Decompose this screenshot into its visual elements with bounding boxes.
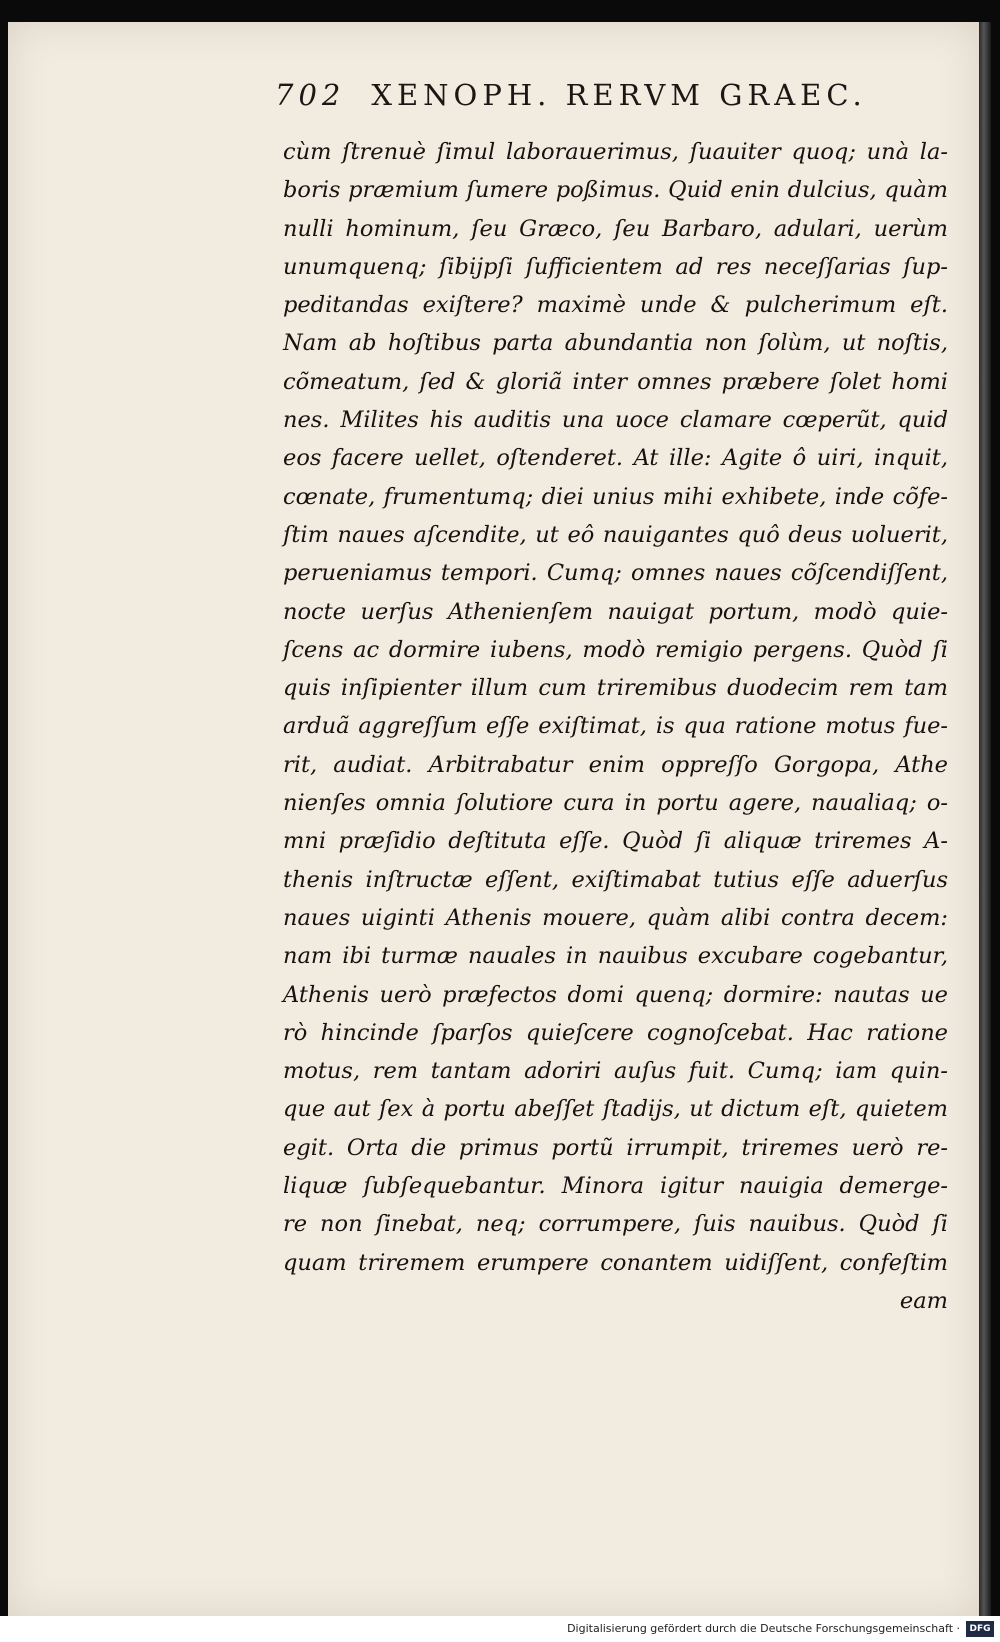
dfg-logo: DFG: [966, 1621, 994, 1637]
text-line: rò hincinde ſparſos quieſcere cognoſcebat. Hac ratione: [283, 1019, 948, 1046]
funding-credit: Digitalisierung gefördert durch die Deutsche Forschungsgemeinschaft ·: [567, 1622, 960, 1635]
text-line: boris præmium ſumere poßimus. Quid enin dulcius, quàm: [283, 177, 948, 204]
text-line: nes. Milites his auditis una uoce clamare cœperũt, quid: [283, 407, 948, 434]
text-line: re non ſinebat, neq; corrumpere, ſuis nauibus. Quòd ſi: [283, 1211, 948, 1238]
text-line: liquæ ſubſequebantur. Minora igitur nauigia demerge-: [283, 1173, 948, 1200]
text-line: arduã aggreſſum eſſe exiſtimat, is qua ratione motus fue-: [283, 713, 948, 740]
text-line: rit, audiat. Arbitrabatur enim oppreſſo Gorgopa, Athe: [283, 751, 948, 778]
page-edge: [979, 22, 991, 1616]
text-line: nam ibi turmæ nauales in nauibus excubare cogebantur,: [283, 943, 948, 970]
text-line: nulli hominum, ſeu Græco, ſeu Barbaro, adulari, uerùm: [283, 215, 948, 242]
text-line: Nam ab hoſtibus parta abundantia non ſolùm, ut noſtis,: [283, 330, 948, 357]
text-line: perueniamus tempori. Cumq; omnes naues cõſcendiſſent,: [283, 560, 948, 587]
text-line: quis inſipienter illum cum triremibus duodecim rem tam: [283, 675, 948, 702]
running-title: XENOPH. RERVM GRAEC.: [371, 78, 867, 112]
text-line: thenis inſtructæ eſſent, exiſtimabat tutius eſſe aduerſus: [283, 866, 948, 893]
page-number: 702: [275, 78, 346, 112]
text-line: mni præſidio deſtituta eſſe. Quòd ſi aliquæ triremes A-: [283, 828, 948, 855]
text-line: unumquenq; ſibijpſi ſufficientem ad res neceſſarias ſup-: [283, 253, 948, 280]
text-line: naues uiginti Athenis mouere, quàm alibi contra decem:: [283, 904, 948, 931]
text-line: nocte uerſus Athenienſem nauigat portum, modò quie-: [283, 598, 948, 625]
text-line: cõmeatum, ſed & gloriã inter omnes præbere ſolet homi: [283, 368, 948, 395]
text-line: peditandas exiſtere? maximè unde & pulcherimum eſt.: [283, 292, 948, 319]
text-line: nienſes omnia ſolutiore cura in portu agere, naualiaq; o-: [283, 790, 948, 817]
text-line: motus, rem tantam adoriri auſus fuit. Cumq; iam quin-: [283, 1058, 948, 1085]
text-line: eos facere uellet, oſtenderet. At ille: Agite ô uiri, inquit,: [283, 445, 948, 472]
text-line: ſcens ac dormire iubens, modò remigio pergens. Quòd ſi: [283, 636, 948, 663]
text-line: que aut ſex à portu abeſſet ſtadijs, ut dictum eſt, quietem: [283, 1096, 948, 1123]
text-line: quam triremem erumpere conantem uidiſſent, confeſtim: [283, 1249, 948, 1276]
text-line: cœnate, frumentumq; diei unius mihi exhibete, inde cõfe-: [283, 483, 948, 510]
text-line: cùm ſtrenuè ſimul laborauerimus, ſuauiter quoq; unà la-: [283, 139, 948, 165]
running-header: [275, 78, 867, 128]
text-line: egit. Orta die primus portũ irrumpit, triremes uerò re-: [283, 1134, 948, 1161]
text-line: Athenis uerò præfectos domi quenq; dormire: nautas ue: [283, 981, 948, 1008]
body-text: [283, 133, 948, 1320]
text-line: ſtim naues aſcendite, ut eô nauigantes quô deus uoluerit,: [283, 521, 948, 548]
text-line: eam: [899, 1287, 948, 1314]
